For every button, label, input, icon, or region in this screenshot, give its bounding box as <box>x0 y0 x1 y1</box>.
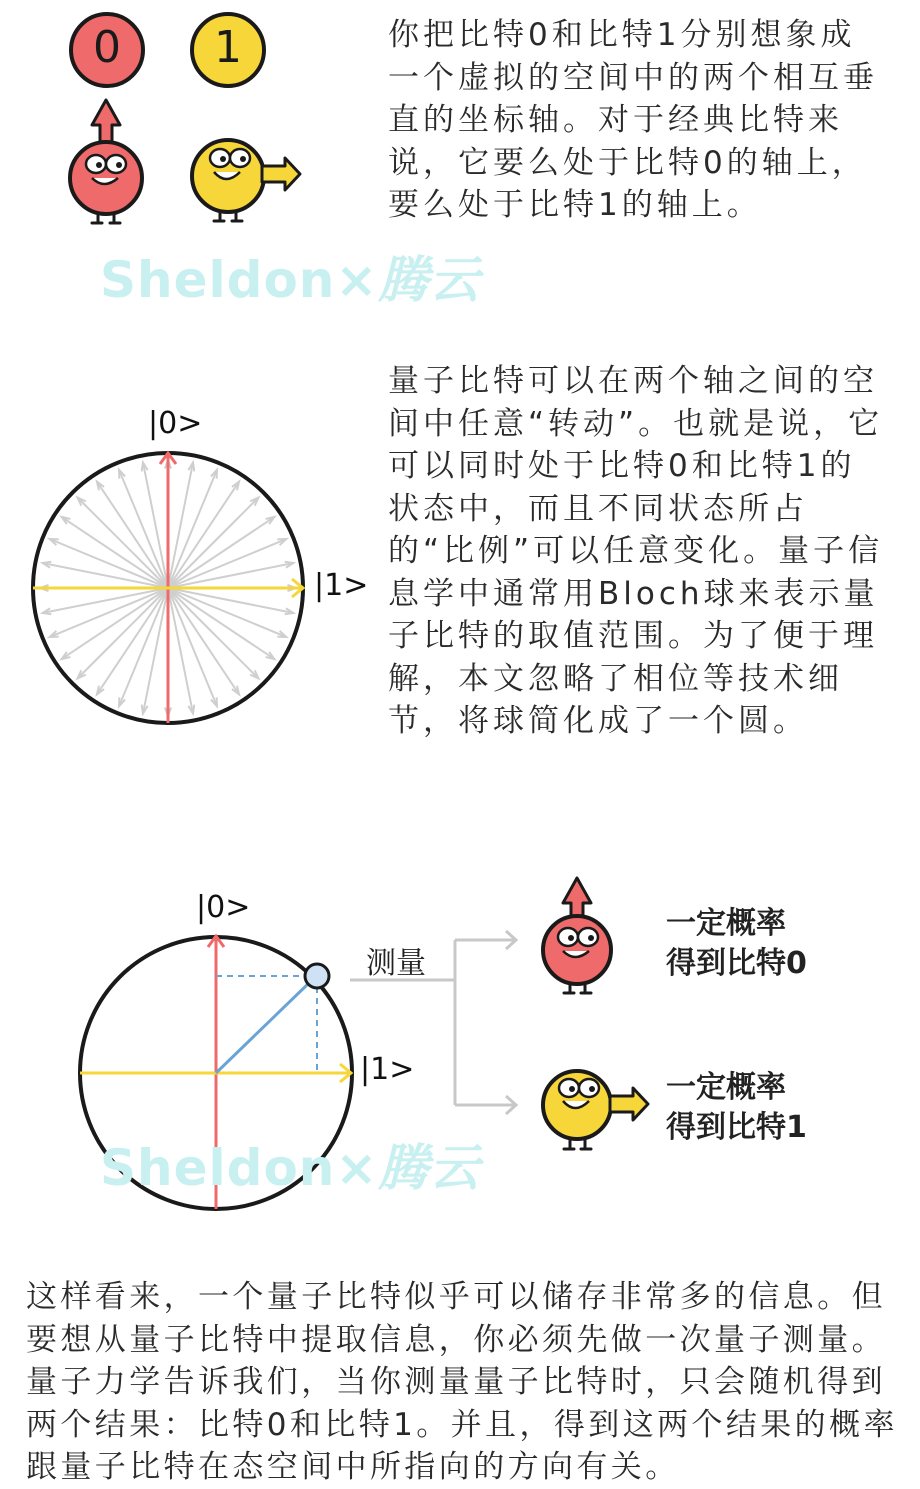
outcome-one-line2: 得到比特1 <box>666 1110 807 1145</box>
watermark <box>100 1128 480 1200</box>
spoke-line <box>168 588 259 679</box>
red-qubit-character <box>70 100 142 223</box>
yellow-qubit-character <box>192 140 300 221</box>
measure-label: 测量 <box>366 946 426 981</box>
red-qubit-character <box>543 878 611 993</box>
axis-label-zero: |0> <box>148 406 203 441</box>
watermark-name: Sheldon <box>100 1139 336 1197</box>
rotation-paragraph: 量子比特可以在两个轴之间的空间中任意“转动”。也就是说，它可以同时处于比特0和比特1的状态中，而且不同状态所占的“比例”可以任意变化。量子信息学中通常用Bloch球来表示量子比特的取值范围。为了便于理解，本文忽略了相位等技术细节，将球简化成了一个圆。 <box>388 363 884 739</box>
axis-label-one: |1> <box>360 1052 415 1087</box>
yellow-qubit-character <box>543 1071 648 1149</box>
axis-label-one: |1> <box>314 568 369 603</box>
bit-one-label: 1 <box>214 22 242 73</box>
watermark-brand: 腾云 <box>378 1139 481 1197</box>
watermark-brand: 腾云 <box>378 251 481 309</box>
bit-zero-label: 0 <box>93 22 121 73</box>
watermark-cross: × <box>335 1139 379 1197</box>
watermark-name: Sheldon <box>100 251 336 309</box>
bloch-circle-diagram <box>33 453 303 723</box>
spoke-line <box>168 498 259 589</box>
axis-label-zero: |0> <box>196 890 251 925</box>
outcome-zero-line1: 一定概率 <box>666 906 786 941</box>
spoke-line <box>78 498 169 589</box>
spoke-line <box>78 588 169 679</box>
outcome-zero-line2: 得到比特0 <box>666 946 807 981</box>
measurement-paragraph: 这样看来，一个量子比特似乎可以储存非常多的信息。但要想从量子比特中提取信息，你必须先做一次量子测量。量子力学告诉我们，当你测量量子比特时，只会随机得到两个结果：比特0和比特1。并且，得到这两个结果的概率跟量子比特在态空间中所指向的方向有关。 <box>26 1279 898 1485</box>
watermark <box>100 240 480 312</box>
watermark-cross: × <box>335 251 379 309</box>
outcome-one-line1: 一定概率 <box>666 1070 786 1105</box>
intro-paragraph: 你把比特0和比特1分别想象成一个虚拟的空间中的两个相互垂直的坐标轴。对于经典比特来说，它要么处于比特0的轴上，要么处于比特1的轴上。 <box>388 17 878 223</box>
